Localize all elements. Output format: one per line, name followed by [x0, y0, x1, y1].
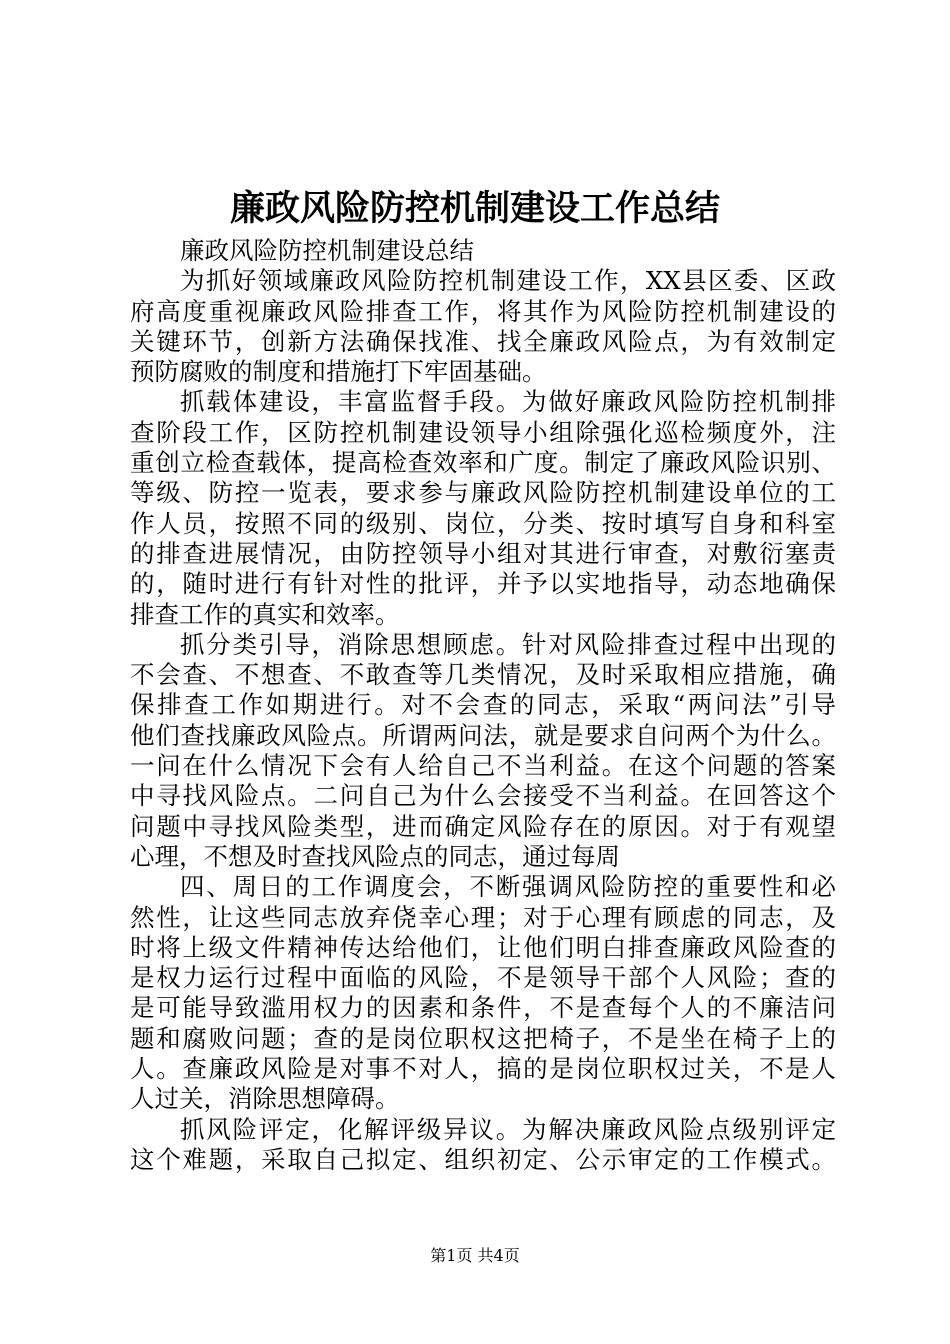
body-line: 抓风险评定，化解评级异议。为解决廉政风险点级别评定 [180, 1114, 836, 1144]
page-footer: 第1页 共4页 [430, 1246, 520, 1265]
body-line: 等级、防控一览表，要求参与廉政风险防控机制建设单位的工 [130, 478, 836, 508]
body-line: 然性，让这些同志放弃侥幸心理；对于心理有顾虑的同志，及 [130, 902, 836, 932]
body-line: 中寻找风险点。二问自己为什么会接受不当利益。在回答这个 [130, 781, 836, 811]
body-line: 关键环节，创新方法确保找准、找全廉政风险点，为有效制定 [130, 326, 836, 356]
body-line: 的，随时进行有针对性的批评，并予以实地指导，动态地确保 [130, 569, 836, 599]
body-line: 一问在什么情况下会有人给自己不当利益。在这个问题的答案 [130, 751, 836, 781]
body-line: 是可能导致滥用权力的因素和条件，不是查每个人的不廉洁问 [130, 993, 836, 1023]
body-line: 的排查进展情况，由防控领导小组对其进行审查，对敷衍塞责 [130, 538, 836, 568]
body-line: 查阶段工作，区防控机制建设领导小组除强化巡检频度外，注 [130, 417, 836, 447]
body-line: 作人员，按照不同的级别、岗位，分类、按时填写自身和科室 [130, 508, 836, 538]
body-line: 抓载体建设，丰富监督手段。为做好廉政风险防控机制排 [180, 387, 836, 417]
body-line: 不会查、不想查、不敢查等几类情况，及时采取相应措施，确 [130, 660, 836, 690]
body-line: 抓分类引导，消除思想顾虑。针对风险排查过程中出现的 [180, 629, 836, 659]
body-line: 预防腐败的制度和措施打下牢固基础。 [130, 357, 547, 387]
body-line: 时将上级文件精神传达给他们，让他们明白排查廉政风险查的 [130, 932, 836, 962]
body-line: 廉政风险防控机制建设总结 [180, 236, 474, 265]
body-line: 人。查廉政风险是对事不对人，搞的是岗位职权过关，不是人 [130, 1054, 836, 1084]
body-line: 是权力运行过程中面临的风险，不是领导干部个人风险；查的 [130, 963, 836, 993]
body-line: 排查工作的真实和效率。 [130, 599, 400, 629]
document-body [130, 236, 836, 1175]
body-line: 保排查工作如期进行。对不会查的同志，采取“两问法”引导 [130, 690, 836, 720]
body-line: 题和腐败问题；查的是岗位职权这把椅子，不是坐在椅子上的 [130, 1023, 836, 1053]
body-line: 四、周日的工作调度会，不断强调风险防控的重要性和必 [180, 872, 836, 902]
body-line: 府高度重视廉政风险排查工作，将其作为风险防控机制建设的 [130, 296, 836, 326]
body-line: 这个难题，采取自己拟定、组织初定、公示审定的工作模式。 [130, 1144, 836, 1174]
body-line: 为抓好领域廉政风险防控机制建设工作，XX县区委、区政 [180, 266, 836, 296]
body-line: 他们查找廉政风险点。所谓两问法，就是要求自问两个为什么。 [130, 720, 836, 750]
body-line: 心理，不想及时查找风险点的同志，通过每周 [130, 841, 620, 871]
body-line: 问题中寻找风险类型，进而确定风险存在的原因。对于有观望 [130, 811, 836, 841]
page-title: 廉政风险防控机制建设工作总结 [229, 188, 720, 229]
body-line: 人过关，消除思想障碍。 [130, 1084, 400, 1114]
body-line: 重创立检查载体，提高检查效率和广度。制定了廉政风险识别、 [130, 448, 836, 478]
